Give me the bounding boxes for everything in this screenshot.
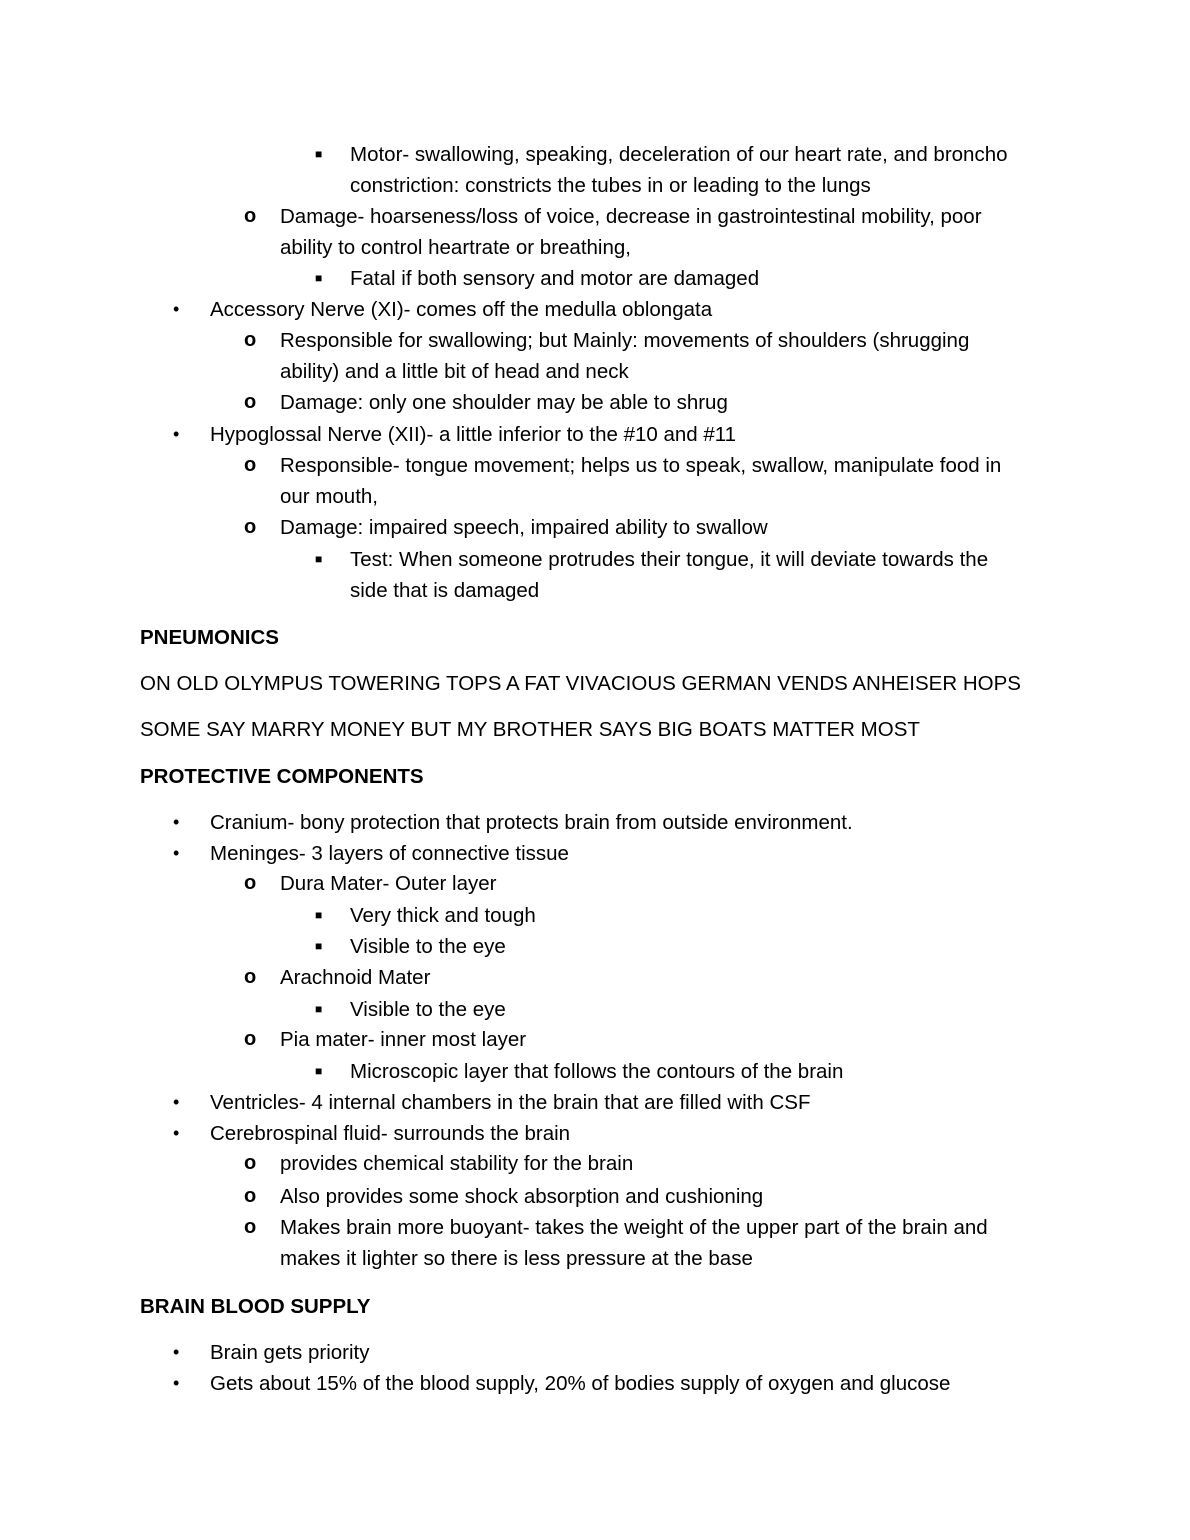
list-item [0,807,1190,838]
list-item-continuation [0,481,1190,512]
circle-bullet-icon: o [244,205,257,227]
circle-bullet-icon: o [244,872,257,894]
square-bullet-icon: ■ [315,1002,323,1016]
circle-bullet-icon: o [244,1216,257,1238]
disc-bullet-icon: • [173,299,180,319]
list-item [0,512,1190,543]
disc-bullet-icon: • [173,424,180,444]
list-item-continuation [0,356,1190,387]
list-item-text: provides chemical stability for the brain [280,1152,634,1175]
list-item-text: ability) and a little bit of head and neck [280,360,629,383]
section-heading-brain-blood-supply: BRAIN BLOOD SUPPLY [140,1295,371,1318]
circle-bullet-icon: o [244,1152,257,1174]
list-item-text: our mouth, [280,485,378,508]
list-item [0,838,1190,869]
list-item-text: Hypoglossal Nerve (XII)- a little inferior to the #10 and #11 [210,423,737,446]
list-item-text: Dura Mater- Outer layer [280,872,497,895]
list-item-text: Cranium- bony protection that protects brain from outside environment. [210,811,853,834]
list-item [0,450,1190,481]
list-item [0,962,1190,993]
circle-bullet-icon: o [244,1028,257,1050]
list-item-text: Makes brain more buoyant- takes the weight of the upper part of the brain and [280,1216,988,1239]
list-item-text: Pia mater- inner most layer [280,1028,527,1051]
list-item [0,868,1190,899]
list-item [0,1368,1190,1399]
list-item-text: side that is damaged [350,579,540,602]
list-item [0,1056,1190,1087]
list-item [0,994,1190,1025]
circle-bullet-icon: o [244,966,257,988]
square-bullet-icon: ■ [315,908,323,922]
section-heading-pneumonics: PNEUMONICS [140,626,279,649]
list-item-text: Motor- swallowing, speaking, deceleration of our heart rate, and broncho [350,143,1008,166]
square-bullet-icon: ■ [315,271,323,285]
list-item-text: Responsible for swallowing; but Mainly: movements of shoulders (shrugging [280,329,970,352]
list-item-text: Brain gets priority [210,1341,370,1364]
list-item-text: Cerebrospinal fluid- surrounds the brain [210,1122,571,1145]
square-bullet-icon: ■ [315,939,323,953]
list-item [0,1087,1190,1118]
circle-bullet-icon: o [244,391,257,413]
list-item-text: Very thick and tough [350,904,536,927]
list-item-text: Meninges- 3 layers of connective tissue [210,842,569,865]
disc-bullet-icon: • [173,1373,180,1393]
disc-bullet-icon: • [173,812,180,832]
disc-bullet-icon: • [173,1092,180,1112]
section-heading-protective-components: PROTECTIVE COMPONENTS [140,765,424,788]
list-item-text: Visible to the eye [350,935,506,958]
list-item-text: Also provides some shock absorption and cushioning [280,1185,764,1208]
list-item [0,1148,1190,1179]
list-item-text: makes it lighter so there is less pressure at the base [280,1247,753,1270]
disc-bullet-icon: • [173,1123,180,1143]
list-item [0,294,1190,325]
list-item-text: Arachnoid Mater [280,966,431,989]
paragraph: SOME SAY MARRY MONEY BUT MY BROTHER SAYS BIG BOATS MATTER MOST [140,718,920,741]
list-item-text: Test: When someone protrudes their tongue, it will deviate towards the [350,548,989,571]
paragraph: ON OLD OLYMPUS TOWERING TOPS A FAT VIVACIOUS GERMAN VENDS ANHEISER HOPS [140,672,1021,695]
list-item-continuation [0,1243,1190,1274]
list-item-continuation [0,170,1190,201]
list-item [0,1181,1190,1212]
circle-bullet-icon: o [244,454,257,476]
list-item [0,325,1190,356]
list-item-text: Damage: impaired speech, impaired ability to swallow [280,516,768,539]
list-item-text: Visible to the eye [350,998,506,1021]
list-item-text: Fatal if both sensory and motor are damaged [350,267,760,290]
list-item [0,1337,1190,1368]
circle-bullet-icon: o [244,516,257,538]
list-item [0,544,1190,575]
list-item [0,931,1190,962]
square-bullet-icon: ■ [315,147,323,161]
list-item [0,139,1190,170]
list-item-continuation [0,232,1190,263]
list-item [0,201,1190,232]
square-bullet-icon: ■ [315,1064,323,1078]
list-item-text: Damage: only one shoulder may be able to shrug [280,391,728,414]
disc-bullet-icon: • [173,843,180,863]
list-item-text: Accessory Nerve (XI)- comes off the medulla oblongata [210,298,713,321]
list-item-text: Microscopic layer that follows the contours of the brain [350,1060,844,1083]
list-item-text: constriction: constricts the tubes in or leading to the lungs [350,174,871,197]
list-item [0,1212,1190,1243]
list-item [0,1024,1190,1055]
list-item-text: Ventricles- 4 internal chambers in the brain that are filled with CSF [210,1091,811,1114]
square-bullet-icon: ■ [315,552,323,566]
list-item-text: Gets about 15% of the blood supply, 20% of bodies supply of oxygen and glucose [210,1372,951,1395]
list-item-continuation [0,575,1190,606]
list-item-text: Damage- hoarseness/loss of voice, decrease in gastrointestinal mobility, poor [280,205,982,228]
list-item [0,900,1190,931]
list-item-text: Responsible- tongue movement; helps us to speak, swallow, manipulate food in [280,454,1002,477]
list-item [0,387,1190,418]
list-item [0,263,1190,294]
disc-bullet-icon: • [173,1342,180,1362]
circle-bullet-icon: o [244,329,257,351]
list-item [0,419,1190,450]
circle-bullet-icon: o [244,1185,257,1207]
list-item-text: ability to control heartrate or breathing, [280,236,631,259]
list-item [0,1118,1190,1149]
